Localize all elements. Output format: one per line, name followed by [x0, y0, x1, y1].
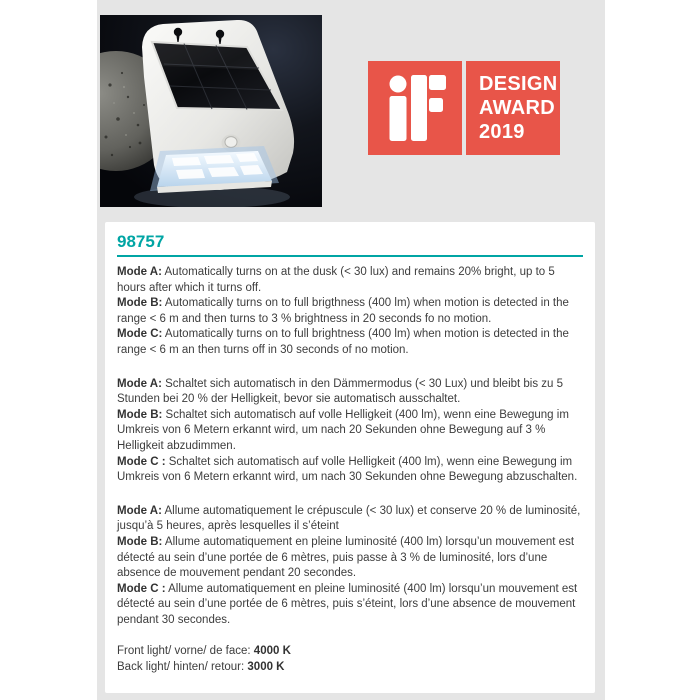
mode-label: Mode C:: [117, 328, 163, 341]
mode-text: Schaltet sich automatisch in den Dämmermodus (< 30 Lux) und bleibt bis zu 5 Stunden bei 20 % der Helligkeit, bevor sie automatisch ausschaltet.: [117, 377, 564, 406]
spec-value: 3000 K: [247, 661, 285, 674]
award-text: [466, 61, 560, 155]
mode-label: Mode B:: [117, 297, 163, 310]
description-german: [117, 377, 583, 486]
mode-text: Automatically turns on to full brightness (400 lm) when motion is detected in the range < 6 m an then turns off in 30 seconds of no motion.: [117, 328, 569, 356]
description-english: [117, 265, 583, 359]
mode-text: Allume automatiquement en pleine luminosité (400 lm) lorsqu’un mouvement est détecté au sein d’une portée de 6 mètres, puis passe à 3 % de luminosité, lors d’une absence de mouvement pendant 20 secondes.: [117, 535, 575, 580]
product-number: 98757: [117, 232, 165, 251]
mode-paragraph: [117, 535, 583, 582]
front-light-spec: [117, 644, 583, 660]
award-line-award: AWARD: [479, 97, 555, 119]
spec-value: 4000 K: [253, 645, 291, 658]
mode-label: Mode A:: [117, 377, 162, 390]
if-design-award-badge: [368, 61, 560, 155]
spec-label: Back light/ hinten/ retour:: [117, 661, 248, 674]
light-specs: [117, 644, 583, 675]
mode-label: Mode B:: [117, 408, 163, 421]
mode-text: Automatically turns on to full brigthness (400 lm) when motion is detected in the range < 6 m and then turns to 3 % brightness in 20 seconds fo no motion.: [117, 297, 569, 325]
mode-text: Automatically turns on at the dusk (< 30 lux) and remains 20% bright, up to 5 hours after which it turns off.: [117, 266, 555, 294]
mode-text: Schaltet sich automatisch auf volle Helligkeit (400 lm), wenn eine Bewegung im Umkreis von 6 Metern erkannt wird, um nach 20 Sekunden ohne Bewegung auf 3 % Helligkeit abzudimmen.: [117, 408, 569, 452]
spec-label: Front light/ vorne/ de face:: [117, 645, 254, 658]
product-photo: [100, 15, 322, 207]
mode-paragraph: [117, 265, 583, 296]
mode-paragraph: [117, 377, 583, 408]
mode-paragraph: [117, 504, 583, 535]
mode-paragraph: [117, 455, 583, 486]
mode-paragraph: [117, 296, 583, 327]
mode-text: Allume automatiquement le crépuscule (< 30 lux) et conserve 20 % de luminosité, jusqu’à 5 heures, après lesquelles il s’éteint: [117, 504, 581, 533]
mode-label: Mode A:: [117, 266, 162, 278]
award-line-year: 2019: [479, 121, 525, 143]
content-card: [105, 222, 595, 693]
mode-label: Mode B:: [117, 535, 163, 548]
mode-text: Schaltet sich automatisch auf volle Helligkeit (400 lm), wenn eine Bewegung im Umkreis von 6 Metern erkannt wird, um nach 30 Sekunden ohne Bewegung abzuschalten.: [117, 455, 578, 484]
back-light-spec: [117, 660, 583, 676]
wall-light-illustration: [100, 15, 322, 207]
mode-label: Mode C :: [117, 582, 166, 595]
mode-paragraph: [117, 582, 583, 629]
mode-text: Allume automatiquement en pleine luminosité (400 lm) lorsqu’un mouvement est détecté au sein d’une portée de 6 mètres, puis s’éteint, lors d’une absence de mouvement pendant 30 secondes.: [117, 582, 578, 626]
if-logo-icon: [368, 61, 462, 155]
mode-label: Mode A:: [117, 504, 162, 517]
award-line-design: DESIGN: [479, 73, 558, 95]
mode-paragraph: [117, 408, 583, 455]
mode-label: Mode C :: [117, 455, 166, 468]
teal-divider: [117, 255, 583, 257]
mode-paragraph: [117, 327, 583, 358]
description-french: [117, 504, 583, 629]
